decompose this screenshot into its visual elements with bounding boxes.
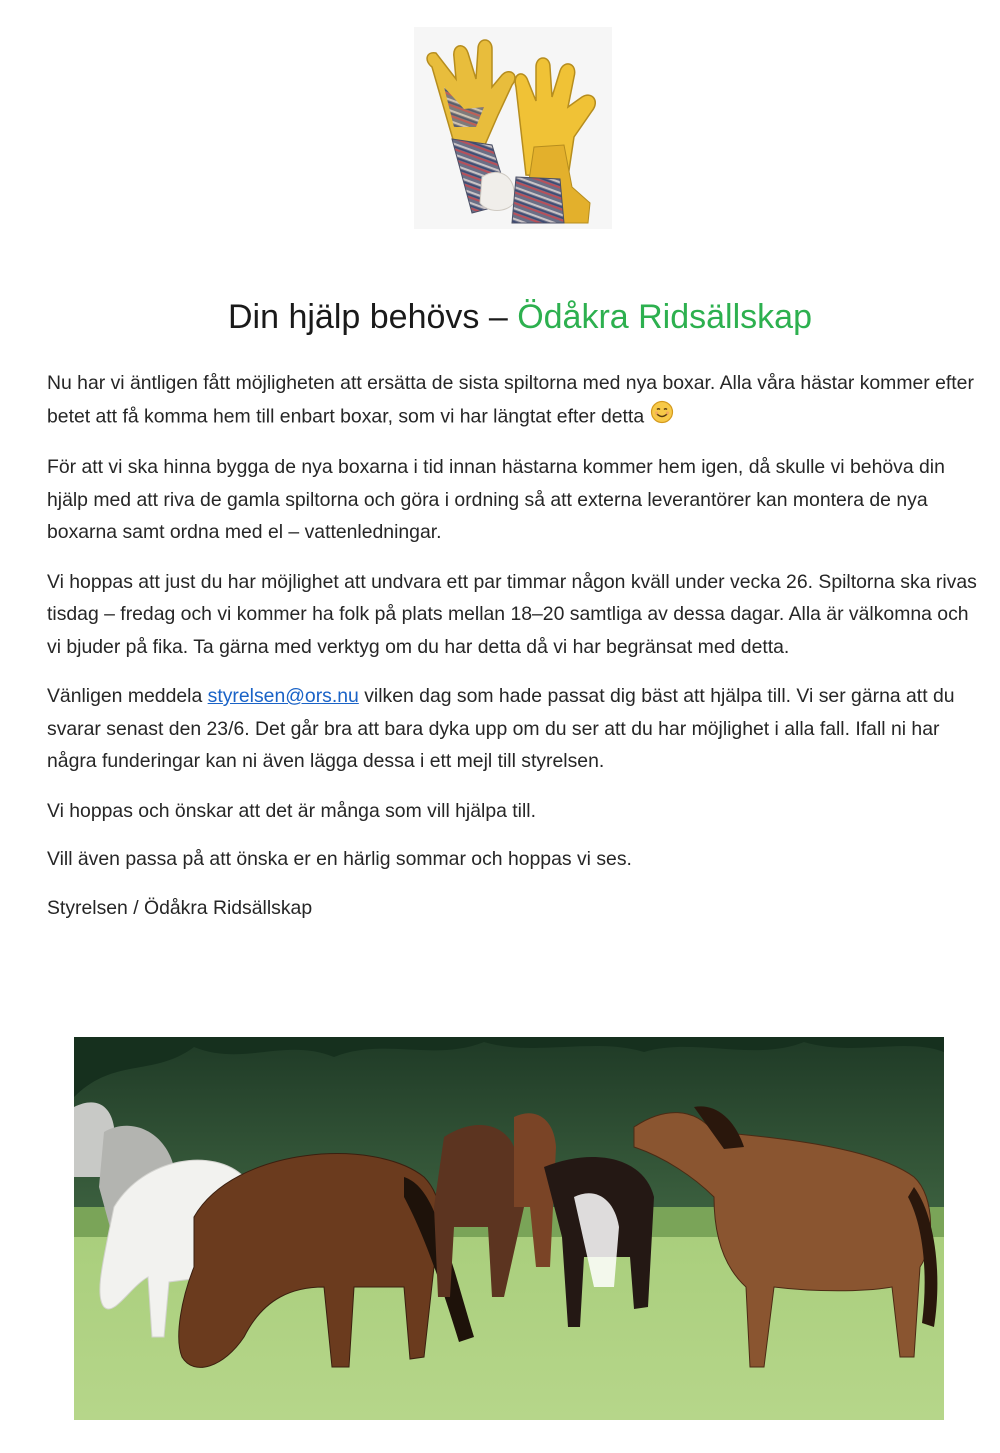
paragraph-summer: Vill även passa på att önska er en härlig sommar och hoppas vi ses. (47, 848, 632, 870)
paragraph-help-needed: För att vi ska hinna bygga de nya boxarna i tid innan hästarna kommer hem igen, då skulle vi behöva din hjälp med att riva de gamla spiltorna och göra i ordning så att externa leverantörer kan montera de nya boxarna samt ordna med el – vattenledningar. (47, 456, 945, 543)
paragraph-intro-text: Nu har vi äntligen fått möjligheten att ersätta de sista spiltorna med nya boxar. Alla våra hästar kommer efter betet att få komma hem till enbart boxar, som vi har längtat efter detta (47, 372, 974, 427)
title-prefix: Din hjälp behövs – (228, 298, 518, 336)
signature: Styrelsen / Ödåkra Ridsällskap (47, 896, 313, 919)
page-title (0, 298, 1000, 337)
contact-text-before: Vänligen meddela (47, 685, 208, 707)
paragraph-hope: Vi hoppas och önskar att det är många som vill hjälpa till. (47, 799, 536, 822)
title-organization: Ödåkra Ridsällskap (517, 298, 812, 336)
paragraph-contact (47, 680, 977, 778)
smiling-face-icon (650, 400, 674, 435)
letter-body (47, 367, 977, 940)
paragraph-schedule: Vi hoppas att just du har möjlighet att undvara ett par timmar någon kväll under vecka 26. Spiltorna ska rivas tisdag – fredag och vi kommer ha folk på plats mellan 18–20 samtliga av dessa dagar. Alla är välkomna och vi bjuder på fika. Ta gärna med verktyg om du har detta då vi har begränsat med detta. (47, 570, 977, 658)
email-link[interactable]: styrelsen@ors.nu (207, 685, 359, 707)
work-gloves-image (414, 27, 612, 229)
contact-text-after: vilken dag som hade passat dig bäst att hjälpa till. Vi ser gärna att du svarar senast den 23/6. Det går bra att bara dyka upp om du ser att du har möjlighet i alla fall. Ifall ni har några funderingar kan ni även lägga dessa i ett mejl till styrelsen. (47, 685, 955, 772)
horses-grazing-image (74, 1037, 944, 1420)
paragraph-intro (47, 367, 977, 434)
